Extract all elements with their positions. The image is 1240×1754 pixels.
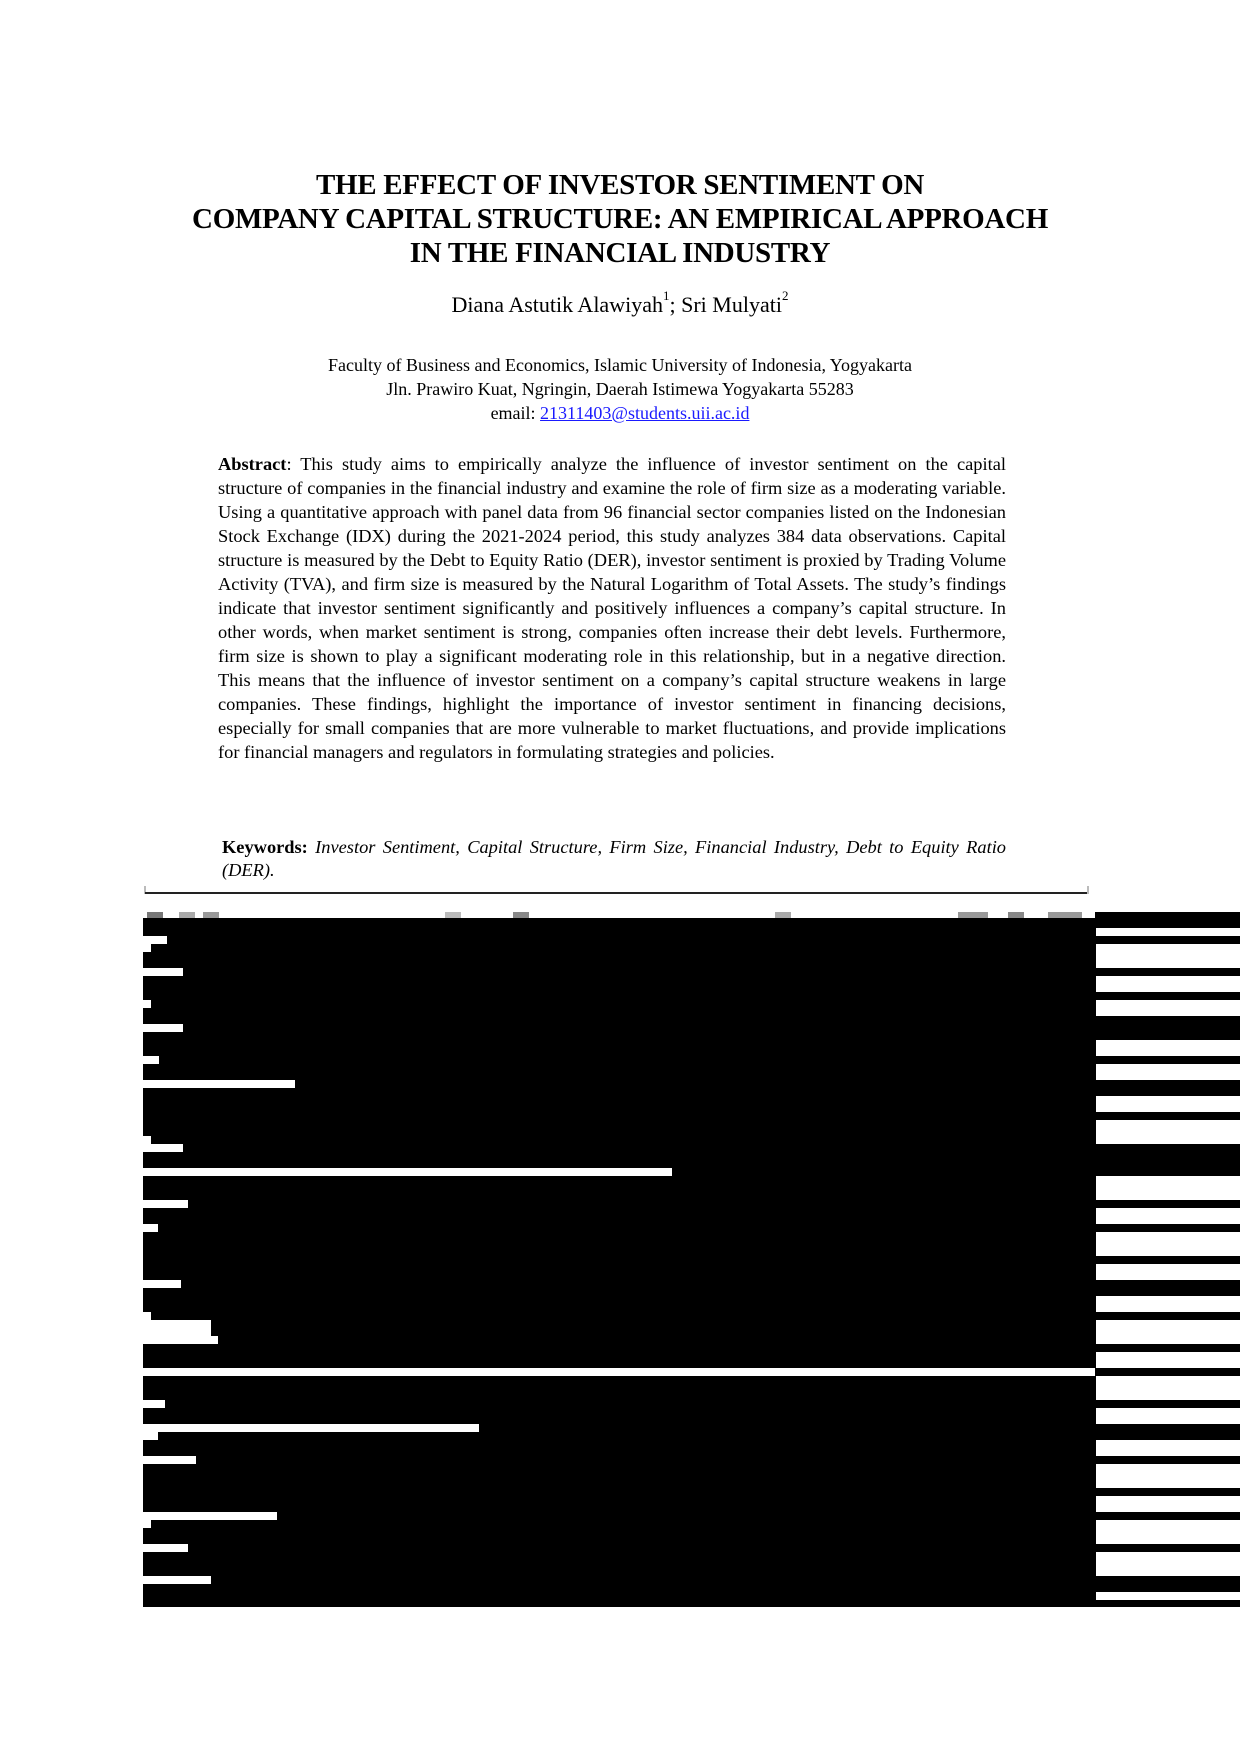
author-name: Diana Astutik Alawiyah bbox=[451, 292, 663, 317]
author-separator: ; bbox=[669, 292, 682, 317]
redaction-gap bbox=[1096, 1592, 1240, 1600]
redaction-gap bbox=[143, 1200, 188, 1208]
redaction-gap bbox=[1096, 1552, 1240, 1576]
redaction-gap bbox=[1096, 976, 1240, 992]
redaction-gap bbox=[1096, 1264, 1240, 1280]
redaction-gap bbox=[1096, 1464, 1240, 1488]
redaction-gap bbox=[143, 1424, 479, 1432]
affiliation-email-line bbox=[0, 401, 1240, 425]
redaction-gap bbox=[1096, 1176, 1240, 1200]
author-name: Sri Mulyati bbox=[681, 292, 782, 317]
email-label: email: bbox=[490, 403, 541, 423]
redaction-gap bbox=[1096, 1064, 1240, 1080]
redaction-gap bbox=[143, 1080, 295, 1088]
redaction-gap bbox=[143, 1000, 151, 1008]
redaction-gap bbox=[143, 1544, 188, 1552]
section-divider bbox=[145, 892, 1088, 894]
redaction-gap bbox=[143, 1312, 151, 1320]
abstract-label: Abstract bbox=[218, 454, 287, 474]
redaction-gap bbox=[1096, 1096, 1240, 1112]
redaction-gap bbox=[143, 1144, 183, 1152]
redaction-gap bbox=[143, 1520, 151, 1528]
redaction-gap bbox=[1096, 1320, 1240, 1344]
keywords bbox=[222, 836, 1006, 882]
redaction-gap bbox=[143, 1056, 159, 1064]
redaction-gap bbox=[1096, 1352, 1240, 1368]
redaction-gap bbox=[143, 1576, 211, 1584]
redaction-gap bbox=[1096, 1440, 1240, 1456]
abstract bbox=[218, 452, 1006, 764]
redaction-gap bbox=[143, 1512, 277, 1520]
redaction-gap bbox=[143, 936, 167, 944]
redaction-gap bbox=[143, 1280, 181, 1288]
redaction-gap bbox=[143, 1224, 158, 1232]
affiliation-address: Jln. Prawiro Kuat, Ngringin, Daerah Istimewa Yogyakarta 55283 bbox=[386, 379, 854, 399]
redaction-gap bbox=[1096, 1120, 1240, 1144]
redaction-gap bbox=[143, 1024, 183, 1032]
redaction-gap bbox=[1096, 1296, 1240, 1312]
title-line: IN THE FINANCIAL INDUSTRY bbox=[409, 237, 831, 269]
redaction-gap bbox=[143, 1336, 218, 1344]
paper-title bbox=[0, 168, 1240, 270]
divider-cap bbox=[1087, 886, 1089, 894]
affiliation-block bbox=[0, 353, 1240, 425]
affiliation-mark: 1 bbox=[662, 288, 670, 303]
redaction-block-main bbox=[143, 918, 1095, 1607]
abstract-text: : This study aims to empirically analyze the influence of investor sentiment on the capital structure of companies in the financial industry and examine the role of firm size as a moderating variable. Using a quantitative approach with panel data from 96 financial sector companies listed on the Indonesian Stock Exchange (IDX) during the 2021-2024 period, this study analyzes 384 data observations. Capital structure is measured by the Debt to Equity Ratio (DER), investor sentiment is proxied by Trading Volume Activity (TVA), and firm size is measured by the Natural Logarithm of Total Assets. The study’s findings indicate that investor sentiment significantly and positively influences a company’s capital structure. In other words, when market sentiment is strong, companies often increase their debt levels. Furthermore, firm size is shown to play a significant moderating role in this relationship, but in a negative direction. This means that the influence of investor sentiment on a company’s capital structure weakens in large companies. These findings, highlight the importance of investor sentiment in financing decisions, especially for small companies that are more vulnerable to market fluctuations, and provide implications for financial managers and regulators in formulating strategies and policies. bbox=[218, 454, 1006, 762]
redaction-gap bbox=[1096, 1208, 1240, 1224]
redaction-gap bbox=[143, 968, 183, 976]
affiliation-mark: 2 bbox=[781, 288, 789, 303]
redaction-gap bbox=[143, 1136, 151, 1144]
affiliation-institution: Faculty of Business and Economics, Islamic University of Indonesia, Yogyakarta bbox=[328, 355, 912, 375]
redaction-gap bbox=[143, 1368, 1095, 1376]
redaction-gap bbox=[143, 1432, 158, 1440]
email-link[interactable]: 21311403@students.uii.ac.id bbox=[540, 403, 750, 423]
redaction-gap bbox=[143, 1456, 196, 1464]
redaction-gap bbox=[143, 1320, 211, 1336]
redaction-gap bbox=[143, 944, 151, 952]
redaction-gap bbox=[143, 1168, 672, 1176]
title-line: COMPANY CAPITAL STRUCTURE: AN EMPIRICAL APPROACH bbox=[192, 203, 1048, 235]
redaction-gap bbox=[1096, 1376, 1240, 1400]
title-line: THE EFFECT OF INVESTOR SENTIMENT ON bbox=[315, 169, 925, 201]
redaction-gap bbox=[1096, 928, 1240, 936]
redaction-gap bbox=[1096, 1040, 1240, 1056]
redaction-gap bbox=[1096, 944, 1240, 968]
redaction-gap bbox=[1096, 1496, 1240, 1512]
redaction-gap bbox=[1096, 1520, 1240, 1544]
redaction-gap bbox=[1096, 1000, 1240, 1016]
redaction-gap bbox=[1096, 1232, 1240, 1256]
redaction-gap bbox=[1096, 1408, 1240, 1424]
author-list bbox=[0, 288, 1240, 318]
keywords-label: Keywords: bbox=[222, 837, 308, 857]
redaction-gap bbox=[143, 1400, 165, 1408]
keywords-text: Investor Sentiment, Capital Structure, Firm Size, Financial Industry, Debt to Equity Ratio (DER). bbox=[222, 837, 1006, 880]
